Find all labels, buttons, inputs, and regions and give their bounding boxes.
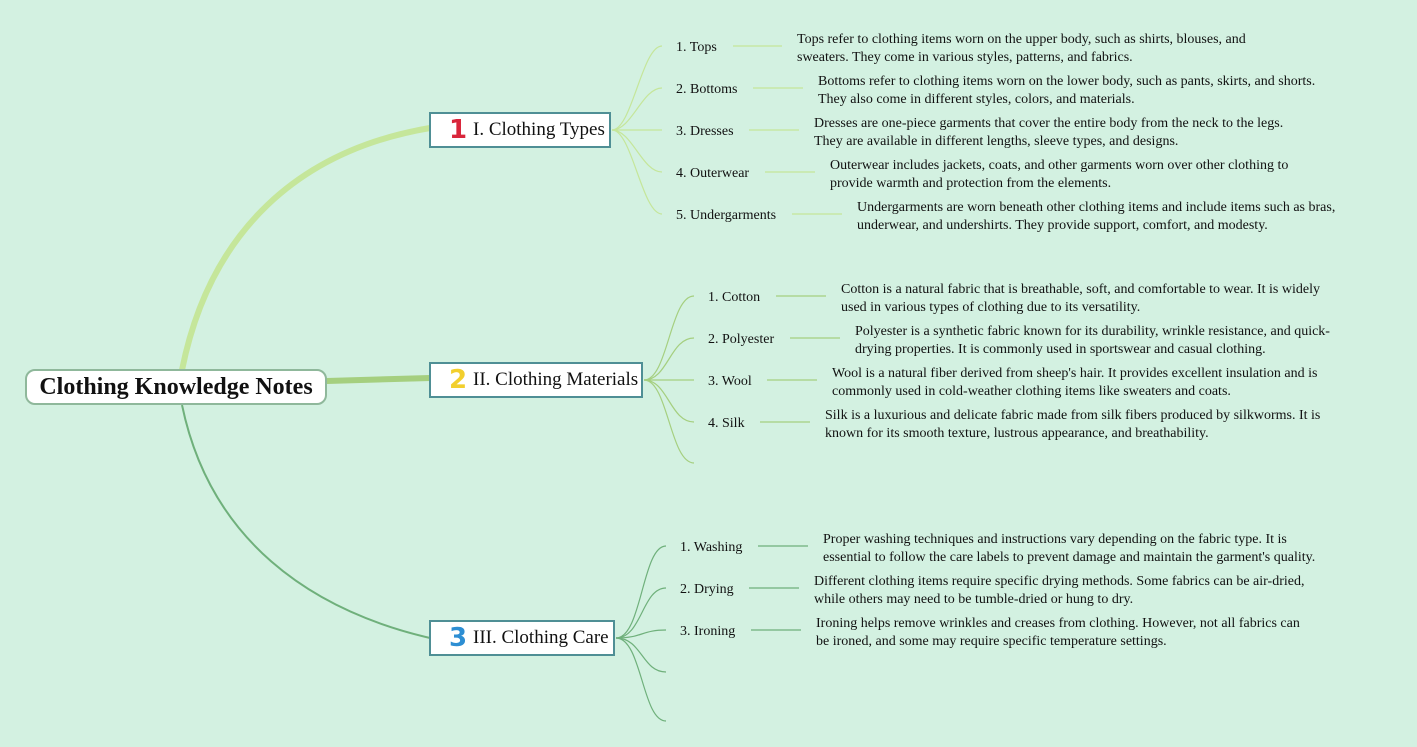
- note-outerwear: Outerwear includes jackets, coats, and other garments worn over other clothing to provide warmth and protection from the elements.: [830, 158, 1289, 191]
- note-bottoms: Bottoms refer to clothing items worn on the lower body, such as pants, skirts, and shorts. They also come in different styles, colors, and materials.: [818, 74, 1316, 107]
- branch-label: II. Clothing Materials: [473, 369, 639, 390]
- note-undergarments: Undergarments are worn beneath other clothing items and include items such as bras, underwear, and undershirts. They provide support, comfort, and modesty.: [857, 200, 1336, 233]
- branch-label: III. Clothing Care: [473, 627, 609, 648]
- note-wool: Wool is a natural fiber derived from sheep's hair. It provides excellent insulation and is commonly used in cold-weather clothing items like sweaters and coats.: [832, 366, 1318, 399]
- note-tops: Tops refer to clothing items worn on the upper body, such as shirts, blouses, and sweaters. They come in various styles, patterns, and fabrics.: [797, 32, 1246, 65]
- note-drying: Different clothing items require specific drying methods. Some fabrics can be air-dried, while others may need to be tumble-dried or hung to dry.: [814, 574, 1305, 607]
- note-washing: Proper washing techniques and instructions vary depending on the fabric type. It is essential to follow the care labels to prevent damage and maintain the garment's quality.: [823, 532, 1316, 565]
- note-polyester: Polyester is a synthetic fabric known for its durability, wrinkle resistance, and quick-drying properties. It is commonly used in sportswear and casual clothing.: [855, 324, 1330, 357]
- leaf-ironing[interactable]: 3. Ironing: [680, 624, 736, 639]
- branch-clothing-care[interactable]: [429, 620, 615, 656]
- leaf-dresses[interactable]: 3. Dresses: [676, 124, 734, 139]
- branch-clothing-types[interactable]: [429, 112, 611, 148]
- root-title: Clothing Knowledge Notes: [39, 373, 313, 400]
- leaf-polyester[interactable]: 2. Polyester: [708, 332, 775, 347]
- root-link-1: [182, 128, 430, 370]
- branch-clothing-materials[interactable]: [429, 362, 643, 398]
- note-dresses: Dresses are one-piece garments that cover the entire body from the neck to the legs. They are available in different lengths, sleeve types, and designs.: [814, 116, 1284, 149]
- leaf-tops[interactable]: 1. Tops: [676, 40, 717, 55]
- branch-label: I. Clothing Types: [473, 119, 605, 140]
- leaf-drying[interactable]: 2. Drying: [680, 582, 734, 597]
- leaf-bottoms[interactable]: 2. Bottoms: [676, 82, 738, 97]
- leaf-undergarments[interactable]: 5. Undergarments: [676, 208, 777, 223]
- leaf-washing[interactable]: 1. Washing: [680, 540, 743, 555]
- note-ironing: Ironing helps remove wrinkles and creases from clothing. However, not all fabrics can be ironed, and some may require specific temperature settings.: [816, 616, 1300, 649]
- root-link-2: [327, 378, 430, 381]
- note-cotton: Cotton is a natural fabric that is breathable, soft, and comfortable to wear. It is widely used in various types of clothing due to its versatility.: [841, 282, 1320, 315]
- note-silk: Silk is a luxurious and delicate fabric made from silk fibers produced by silkworms. It is known for its smooth texture, lustrous appearance, and breathability.: [825, 408, 1321, 441]
- root-link-3: [182, 405, 430, 638]
- leaf-cotton[interactable]: 1. Cotton: [708, 290, 761, 305]
- number-two-icon: 2: [448, 365, 468, 395]
- leaf-silk[interactable]: 4. Silk: [708, 416, 745, 431]
- leaf-wool[interactable]: 3. Wool: [708, 374, 752, 389]
- leaf-outerwear[interactable]: 4. Outerwear: [676, 166, 750, 181]
- number-three-icon: 3: [448, 623, 468, 653]
- number-one-icon: 1: [448, 115, 468, 145]
- root-topic[interactable]: [25, 369, 327, 405]
